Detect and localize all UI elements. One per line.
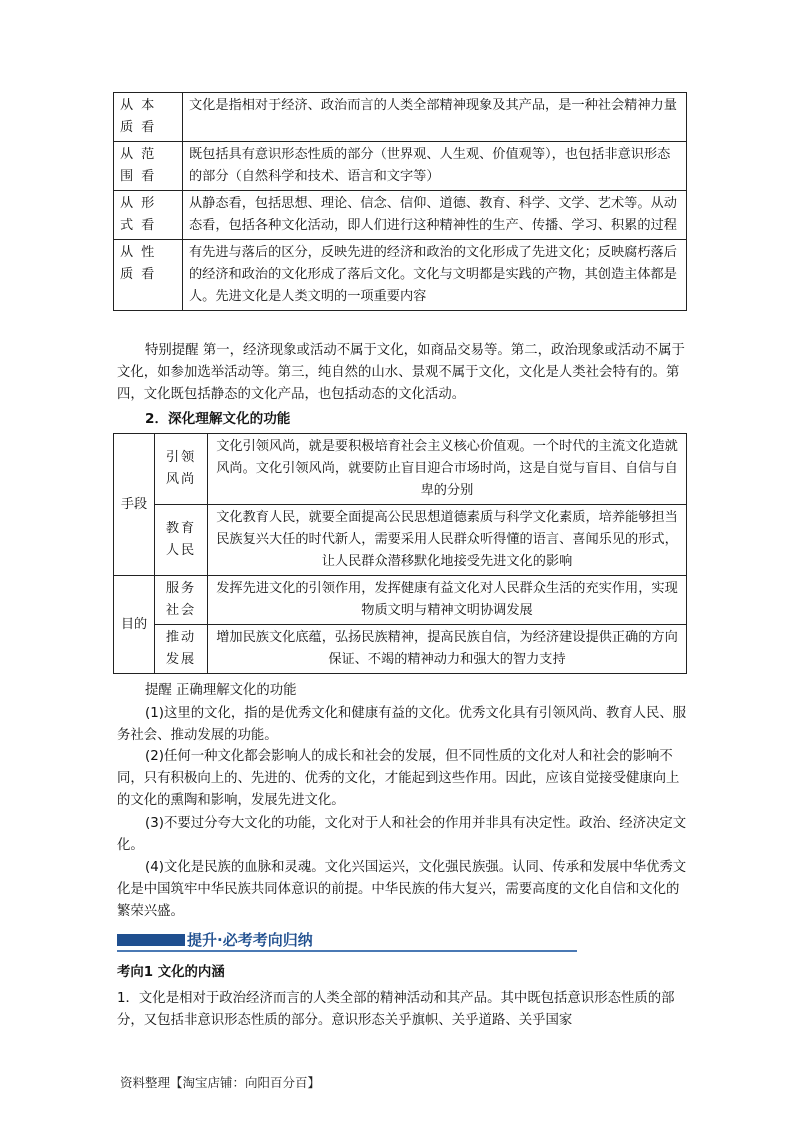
row-text: 文化是指相对于经济、政治而言的人类全部精神现象及其产品，是一种社会精神力量 (183, 93, 687, 142)
row-header: 从本质看 (114, 93, 183, 142)
group-label: 手段 (114, 434, 155, 576)
culture-meaning-table (113, 92, 687, 311)
tip-item: (3)不要过分夸大文化的功能，文化对于人和社会的作用并非具有决定性。政治、经济决定文化。 (117, 816, 687, 853)
banner-title: 提升·必考考向归纳 (187, 930, 319, 950)
row-text: 发挥先进文化的引领作用，发挥健康有益文化对人民群众生活的充实作用，实现物质文明与精神文明协调发展 (208, 576, 687, 625)
row-header: 从性质看 (114, 240, 183, 311)
tip-item: (1)这里的文化，指的是优秀文化和健康有益的文化。优秀文化具有引领风尚、教育人民、服务社会、推动发展的功能。 (117, 706, 687, 743)
group-label: 目的 (114, 576, 155, 674)
banner-rule (117, 950, 577, 952)
tip-item: (2)任何一种文化都会影响人的成长和社会的发展，但不同性质的文化对人和社会的影响不同，只有积极向上的、先进的、优秀的文化，才能起到这些作用。因此，应该自觉接受健康向上的文化的熏陶和影响，发展先进文化。 (117, 749, 680, 808)
table-row (114, 434, 687, 505)
kaoxiang-title: 考向1 文化的内涵 (117, 965, 225, 980)
row-text: 从静态看，包括思想、理论、信念、信仰、道德、教育、科学、文学、艺术等。从动态看，包括各种文化活动，即人们进行这种精神性的生产、传播、学习、积累的过程 (183, 191, 687, 240)
row-text: 文化引领风尚，就是要积极培育社会主义核心价值观。一个时代的主流文化造就风尚。文化引领风尚，就要防止盲目迎合市场时尚，这是自觉与盲目、自信与自卑的分别 (208, 434, 687, 505)
table-row (114, 93, 687, 142)
culture-function-table (113, 433, 687, 674)
section-banner (117, 930, 577, 952)
row-text: 既包括具有意识形态性质的部分（世界观、人生观、价值观等），也包括非意识形态的部分（自然科学和技术、语言和文字等） (183, 142, 687, 191)
special-note: 特别提醒 第一，经济现象或活动不属于文化，如商品交易等。第二，政治现象或活动不属于文化，如参加选举活动等。第三，纯自然的山水、景观不属于文化，文化是人类社会特有的。第四，文化既包括静态的文化产品，也包括动态的文化活动。 (117, 343, 685, 402)
table-row (114, 240, 687, 311)
sub-label: 教育人民 (155, 505, 208, 576)
section-title: 2．深化理解文化的功能 (145, 411, 291, 427)
row-text: 有先进与落后的区分，反映先进的经济和政治的文化形成了先进文化；反映腐朽落后的经济和政治的文化形成了落后文化。文化与文明都是实践的产物，其创造主体都是人。先进文化是人类文明的一项重要内容 (183, 240, 687, 311)
tip-title: 提醒 正确理解文化的功能 (145, 683, 297, 698)
sub-label: 服务社会 (155, 576, 208, 625)
row-text: 增加民族文化底蕴，弘扬民族精神，提高民族自信，为经济建设提供正确的方向保证、不竭的精神动力和强大的智力支持 (208, 625, 687, 674)
table-row (114, 576, 687, 625)
row-text: 文化教育人民，就要全面提高公民思想道德素质与科学文化素质，培养能够担当民族复兴大任的时代新人，需要采用人民群众听得懂的语言、喜闻乐见的形式，让人民群众潜移默化地接受先进文化的影响 (208, 505, 687, 576)
row-header: 从范围看 (114, 142, 183, 191)
sub-label: 引领风尚 (155, 434, 208, 505)
sub-label: 推动发展 (155, 625, 208, 674)
footer-note: 资料整理【淘宝店铺：向阳百分百】 (120, 1075, 321, 1090)
row-header: 从形式看 (114, 191, 183, 240)
tip-item: (4)文化是民族的血脉和灵魂。文化兴国运兴，文化强民族强。认同、传承和发展中华优秀文化是中国筑牢中华民族共同体意识的前提。中华民族的伟大复兴，需要高度的文化自信和文化的繁荣兴盛。 (117, 860, 687, 919)
table-row (114, 505, 687, 576)
table-row (114, 625, 687, 674)
table-row (114, 191, 687, 240)
table-row (114, 142, 687, 191)
kaoxiang-text: 1．文化是相对于政治经济而言的人类全部的精神活动和其产品。其中既包括意识形态性质的部分，又包括非意识形态性质的部分。意识形态关乎旗帜、关乎道路、关乎国家 (117, 991, 675, 1028)
banner-bar (117, 934, 185, 946)
